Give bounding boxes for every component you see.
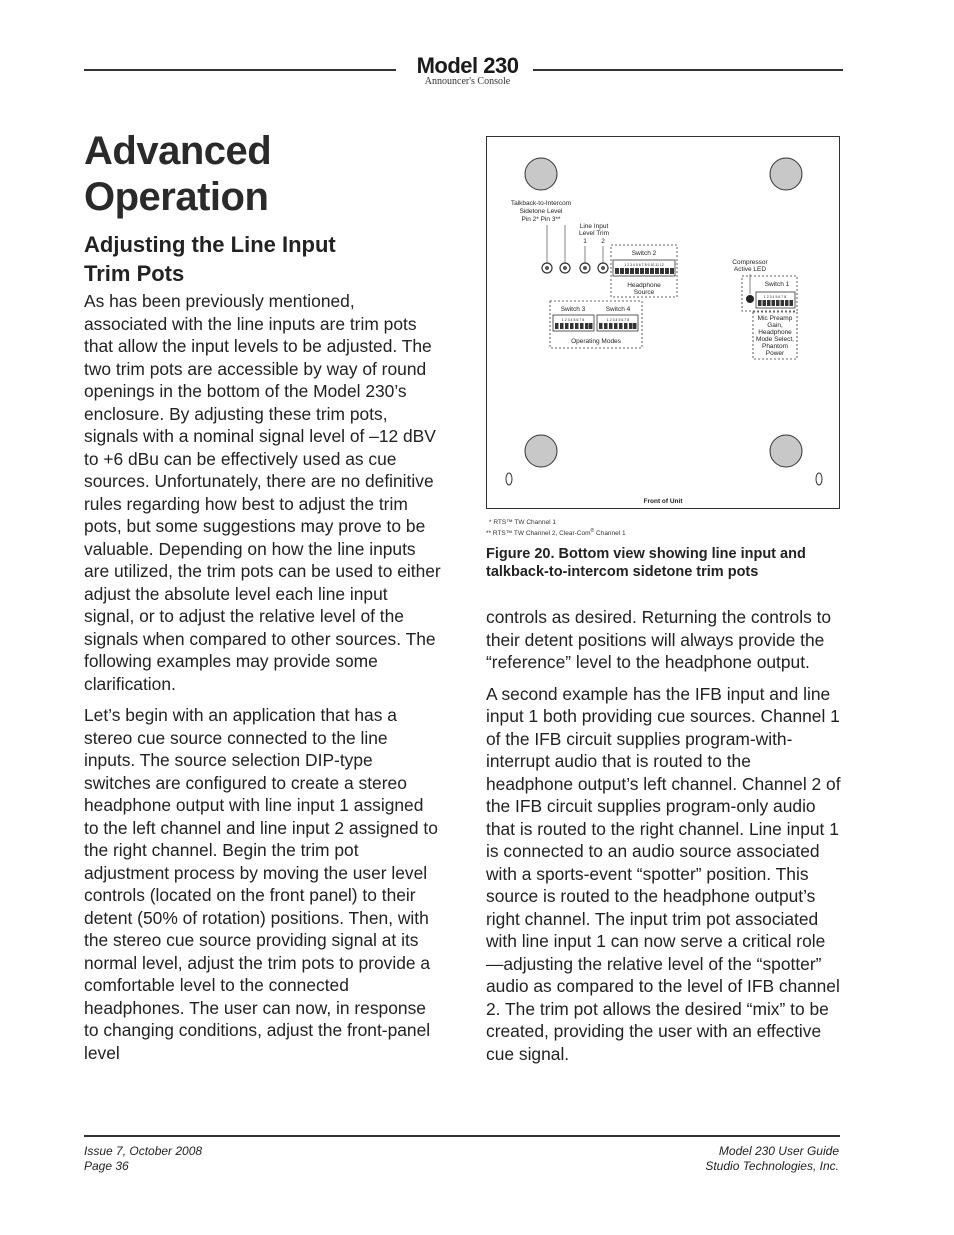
footer-company: Studio Technologies, Inc. xyxy=(705,1159,839,1173)
operating-modes-label: Operating Modes xyxy=(571,338,621,345)
label-lineinput-1: Line Input xyxy=(579,223,609,230)
header-rule-right xyxy=(533,69,843,71)
trim-pot-line-1 xyxy=(580,263,590,273)
figure-note-2-reg: ® xyxy=(590,528,595,534)
page-title-line2: Operation xyxy=(84,175,269,219)
header-rule-left xyxy=(84,69,396,71)
section-heading-line1: Adjusting the Line Input xyxy=(84,232,336,257)
screw-slot-right xyxy=(816,473,822,485)
figure-diagram xyxy=(487,137,839,508)
compressor-label-2: Active LED xyxy=(733,266,767,273)
switch-4-label: Switch 4 xyxy=(605,306,631,313)
footer-page-number: Page 36 xyxy=(84,1159,129,1173)
mic-label-6: Power xyxy=(765,350,785,357)
figure-caption-line1: Figure 20. Bottom view showing line input and xyxy=(486,546,806,562)
right-paragraph-1: controls as desired. Returning the controls to their detent positions will always provide the “reference” level to the headphone output. xyxy=(486,607,832,672)
footer-guide-title: Model 230 User Guide xyxy=(718,1144,839,1158)
brand-subtitle: Announcer's Console xyxy=(424,76,511,87)
label-lineinput-2: Level Trim xyxy=(579,230,609,237)
label-talkback-1: Talkback-to-Intercom xyxy=(510,200,572,207)
foot-bottom-left xyxy=(525,435,557,467)
figure-bottom-view xyxy=(486,136,840,509)
brand-name: Model 230 xyxy=(416,53,519,78)
footer-rule xyxy=(84,1135,840,1137)
switch-4-digits: 1 2 3 4 5 6 7 8 xyxy=(606,318,630,322)
left-column xyxy=(84,290,441,1073)
page-title-line1: Advanced xyxy=(84,129,272,173)
mic-label-5: Phantom xyxy=(761,343,789,350)
brand-logo xyxy=(405,54,530,87)
figure-caption-line2: talkback-to-intercom sidetone trim pots xyxy=(486,564,759,580)
mic-label-2: Gain, xyxy=(767,322,783,329)
trim-pot-talkback-pin2 xyxy=(542,263,552,273)
footer-left xyxy=(84,1144,202,1174)
screw-slot-left xyxy=(506,473,512,485)
left-paragraph-2: Let’s begin with an application that has a stereo cue source connected to the line inputs. The source selection DIP-type switches are configured to create a stereo headphone output with line input 1 assigned to the left channel and line input 2 assigned to the right channel. Begin the trim pot adjustment process by moving the user level controls (located on the front panel) to their detent (50% of rotation) positions. Then, with the stereo cue source providing signal at its normal level, adjust the trim pots to provide a comfortable level to the connected headphones. The user can now, in response to changing conditions, adjust the front-panel level xyxy=(84,705,438,1063)
label-talkback-2: Sidetone Level xyxy=(519,208,563,215)
compressor-active-led xyxy=(746,295,754,303)
right-column xyxy=(486,606,842,1074)
switch-2-label: Switch 2 xyxy=(631,250,657,257)
figure-note-1: * RTS™ TW Channel 1 xyxy=(489,519,556,526)
footer-issue: Issue 7, October 2008 xyxy=(84,1144,203,1158)
label-pot-2: 2 xyxy=(601,238,605,245)
page-title xyxy=(84,128,464,220)
section-heading xyxy=(84,230,444,288)
compressor-label-1: Compressor xyxy=(732,259,768,266)
figure-note-2 xyxy=(486,527,626,538)
trim-pot-talkback-pin3 xyxy=(560,263,570,273)
label-talkback-3: Pin 2* Pin 3** xyxy=(521,216,561,223)
label-pot-1: 1 xyxy=(583,238,587,245)
section-heading-line2: Trim Pots xyxy=(84,261,185,286)
headphone-source-1: Headphone xyxy=(627,282,661,289)
headphone-source-2: Source xyxy=(633,289,655,296)
mic-label-4: Mode Select, xyxy=(756,336,794,343)
switch-2-digits: 1 2 3 4 5 6 7 8 9 10 11 12 xyxy=(624,263,664,267)
foot-bottom-right xyxy=(770,435,802,467)
switch-1-label: Switch 1 xyxy=(764,281,790,288)
mic-label-1: Mic Preamp xyxy=(757,315,793,322)
trim-pot-line-2 xyxy=(598,263,608,273)
left-paragraph-1: As has been previously mentioned, associated with the line inputs are trim pots that allow the input levels to be adjusted. The two trim pots are accessible by way of round openings in the bottom of the Model 230’s enclosure. By adjusting these trim pots, signals with a nominal signal level of –12 dBV to +6 dBu can be effectively used as cue sources. Unfortunately, there are no definitive rules regarding how best to adjust the trim pots, but some suggestions may prove to be valuable. Depending on how the line inputs are utilized, the trim pots can be used to either adjust the absolute level each line input signal, or to adjust the relative level of the signals when compared to other sources. The following examples may provide some clarification. xyxy=(84,291,441,694)
foot-top-right xyxy=(770,158,802,190)
front-of-unit-label: Front of Unit xyxy=(643,498,683,505)
switch-1-digits: 1 2 3 4 5 6 7 8 xyxy=(763,295,787,299)
right-paragraph-2: A second example has the IFB input and line input 1 both providing cue sources. Channel 1 of the IFB circuit supplies program-with-interrupt audio that is routed to the headphone output’s left channel. Channel 2 of the IFB circuit supplies program-only audio that is routed to the right channel. Line input 1 is connected to an audio source associated with a sports-event “spotter” position. This source is routed to the headphone output’s right channel. The input trim pot associated with line input 1 can now serve a critical role—adjusting the relative level of the “spotter” audio as compared to the level of IFB channel 2. The trim pot allows the desired “mix” to be created, providing the user with an effective cue signal. xyxy=(486,683,841,1064)
figure-caption xyxy=(486,545,846,581)
switch-3-digits: 1 2 3 4 5 6 7 8 xyxy=(561,318,585,322)
footer-right xyxy=(705,1144,839,1174)
figure-note-2-text: ** RTS™ TW Channel 2, Clear-Com xyxy=(486,530,591,538)
foot-top-left xyxy=(525,158,557,190)
switch-3-label: Switch 3 xyxy=(560,306,586,313)
figure-note-2-tail: Channel 1 xyxy=(594,530,626,538)
mic-label-3: Headphone xyxy=(758,329,792,336)
